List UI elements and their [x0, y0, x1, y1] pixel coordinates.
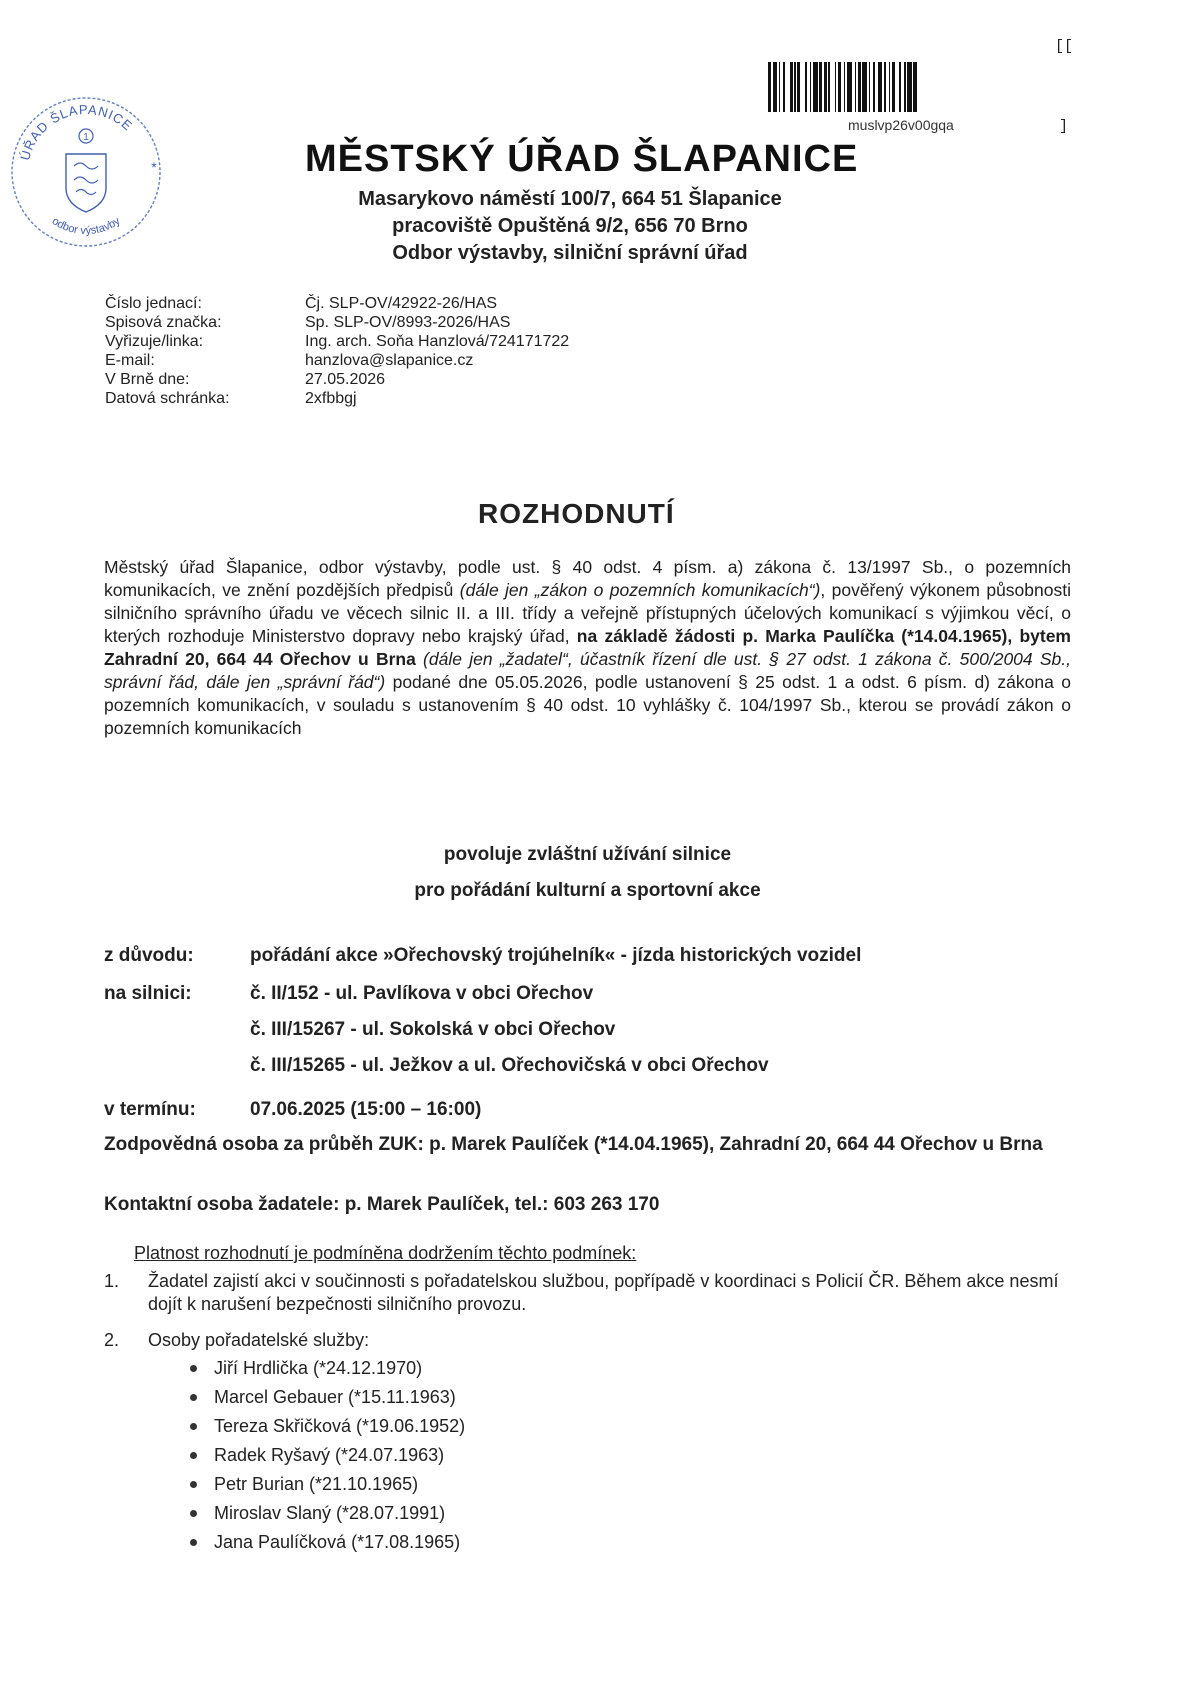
intro-text-italic: (dále jen „žadatel“, účastník řízení dle ust. § 27 odst. 1 zákona č. 500/2004 Sb., správní řád, dále jen „správní řád“) — [104, 649, 1071, 692]
file-info-value: Sp. SLP-OV/8993-2026/HAS — [305, 314, 511, 331]
bullet-icon — [190, 1452, 197, 1459]
intro-text-italic: (dále jen „zákon o pozemních komunikacích“) — [459, 580, 821, 600]
bullet-icon — [190, 1365, 197, 1372]
bullet-icon — [190, 1481, 197, 1488]
stamp-top-text: ÚŘAD ŠLAPANICE — [17, 101, 136, 162]
file-info-value: hanzlova@slapanice.cz — [305, 352, 474, 369]
intro-text: podané dne 05.05.2026, podle ustanovení § 25 odst. 1 a odst. 6 písm. d) zákona o pozemních komunikacích, v souladu s ustanovením § 40 odst. 10 vyhlášky č. 104/1997 Sb., kterou se provádí zákon o pozemních komunikacích — [104, 672, 1071, 738]
decision-line-1: povoluje zvláštní užívání silnice — [443, 844, 732, 865]
road-value: č. II/152 - ul. Pavlíkova v obci Ořechov — [250, 983, 594, 1004]
road-value: č. III/15265 - ul. Ježkov a ul. Ořechovičská v obci Ořechov — [250, 1055, 769, 1076]
person-name: Marcel Gebauer (*15.11.1963) — [214, 1387, 456, 1407]
intro-text-bold: na základě žádosti p. Marka Paulíčka (*14.04.1965), bytem Zahradní 20, 664 44 Ořechov u Brna — [104, 626, 1071, 669]
intro-text: , pověřený výkonem působnosti silničního správního úřadu ve věcech silnic II. a III. třídy a veřejně přístupných účelových komunikací s výjimkou věcí, o kterých rozhoduje Ministerstvo dopravy nebo krajský úřad, — [104, 580, 1071, 646]
road-label: na silnici: — [104, 983, 192, 1004]
details-block — [104, 944, 1074, 1094]
bullet-icon — [190, 1539, 197, 1546]
intro-paragraph — [104, 556, 1071, 740]
file-info-label: Číslo jednací: — [105, 295, 202, 312]
file-info-value: 27.05.2026 — [305, 371, 386, 388]
svg-text:*: * — [151, 159, 157, 175]
office-stamp — [6, 88, 166, 248]
stamp-number: 1 — [83, 132, 89, 143]
condition-number: 2. — [104, 1330, 120, 1350]
person-name: Jiří Hrdlička (*24.12.1970) — [214, 1358, 423, 1378]
corner-mark-bottom: ] — [1059, 118, 1069, 135]
bullet-icon — [190, 1423, 197, 1430]
file-info — [105, 294, 805, 408]
person-name: Petr Burian (*21.10.1965) — [214, 1474, 419, 1494]
svg-text:odbor výstavby — [50, 215, 123, 237]
list-item — [190, 1470, 690, 1499]
file-info-row — [105, 370, 805, 389]
file-info-value: Ing. arch. Soňa Hanzlová/724171722 — [305, 333, 570, 350]
address-line: Odbor výstavby, silniční správní úřad — [392, 242, 748, 264]
condition-item — [104, 1270, 1079, 1318]
person-name: Jana Paulíčková (*17.08.1965) — [214, 1532, 461, 1552]
document-title: ROZHODNUTÍ — [478, 498, 675, 529]
responsible-person: Zodpovědná osoba za průběh ZUK: p. Marek Paulíček (*14.04.1965), Zahradní 20, 664 44 Ořechov u Brna — [104, 1134, 1043, 1155]
list-item — [190, 1383, 690, 1412]
list-item — [190, 1354, 690, 1383]
contact-person: Kontaktní osoba žadatele: p. Marek Paulíček, tel.: 603 263 170 — [104, 1194, 660, 1215]
file-info-row — [105, 351, 805, 370]
intro-text: Městský úřad Šlapanice, odbor výstavby, podle ust. § 40 odst. 4 písm. a) zákona č. 13/1997 Sb., o pozemních komunikacích, ve znění pozdějších předpisů — [104, 557, 1071, 600]
term-value: 07.06.2025 (15:00 – 16:00) — [250, 1099, 482, 1120]
address-line: Masarykovo náměstí 100/7, 664 51 Šlapanice — [358, 188, 782, 210]
road-value: č. III/15267 - ul. Sokolská v obci Ořechov — [250, 1019, 616, 1040]
address-line: pracoviště Opuštěná 9/2, 656 70 Brno — [392, 215, 748, 237]
file-info-label: Vyřizuje/linka: — [105, 333, 204, 350]
file-info-label: V Brně dne: — [105, 371, 190, 388]
person-name: Miroslav Slaný (*28.07.1991) — [214, 1503, 446, 1523]
term-row — [104, 1098, 1074, 1126]
term-label: v termínu: — [104, 1099, 196, 1120]
barcode-code: muslvp26v00gqa — [848, 117, 954, 133]
condition-item — [104, 1329, 1079, 1353]
conditions-heading: Platnost rozhodnutí je podmíněna dodržením těchto podmínek: — [134, 1243, 637, 1263]
decision-line-2: pro pořádání kulturní a sportovní akce — [414, 880, 761, 901]
barcode — [768, 62, 1048, 112]
file-info-row — [105, 313, 805, 332]
address-block — [300, 186, 840, 267]
office-title: MĚSTSKÝ ÚŘAD ŠLAPANICE — [305, 138, 859, 180]
list-item — [190, 1412, 690, 1441]
file-info-label: Spisová značka: — [105, 314, 222, 331]
reason-label: z důvodu: — [104, 945, 194, 966]
reason-value: pořádání akce »Ořechovský trojúhelník« - jízda historických vozidel — [250, 945, 862, 966]
stamp-bottom-text: odbor výstavby — [49, 215, 123, 238]
svg-text:ÚŘAD ŠLAPANICE — [17, 102, 135, 162]
file-info-value: 2xfbbgj — [305, 390, 357, 407]
list-item — [190, 1528, 690, 1557]
file-info-row — [105, 389, 805, 408]
persons-list — [190, 1354, 690, 1557]
person-name: Radek Ryšavý (*24.07.1963) — [214, 1445, 445, 1465]
corner-mark-top: [[ — [1055, 38, 1074, 55]
bullet-icon — [190, 1510, 197, 1517]
person-name: Tereza Skřičková (*19.06.1952) — [214, 1416, 466, 1436]
bullet-icon — [190, 1394, 197, 1401]
file-info-row — [105, 332, 805, 351]
condition-text: Osoby pořadatelské služby: — [148, 1330, 370, 1350]
file-info-label: E-mail: — [105, 352, 155, 369]
list-item — [190, 1441, 690, 1470]
file-info-value: Čj. SLP-OV/42922-26/HAS — [305, 295, 498, 312]
file-info-label: Datová schránka: — [105, 390, 230, 407]
condition-text: Žadatel zajistí akci v součinnosti s pořadatelskou službou, popřípadě v koordinaci s Policií ČR. Během akce nesmí dojít k narušení bezpečnosti silničního provozu. — [148, 1271, 1059, 1314]
list-item — [190, 1499, 690, 1528]
file-info-row — [105, 294, 805, 313]
barcode-bar — [917, 62, 919, 112]
condition-number: 1. — [104, 1271, 120, 1291]
